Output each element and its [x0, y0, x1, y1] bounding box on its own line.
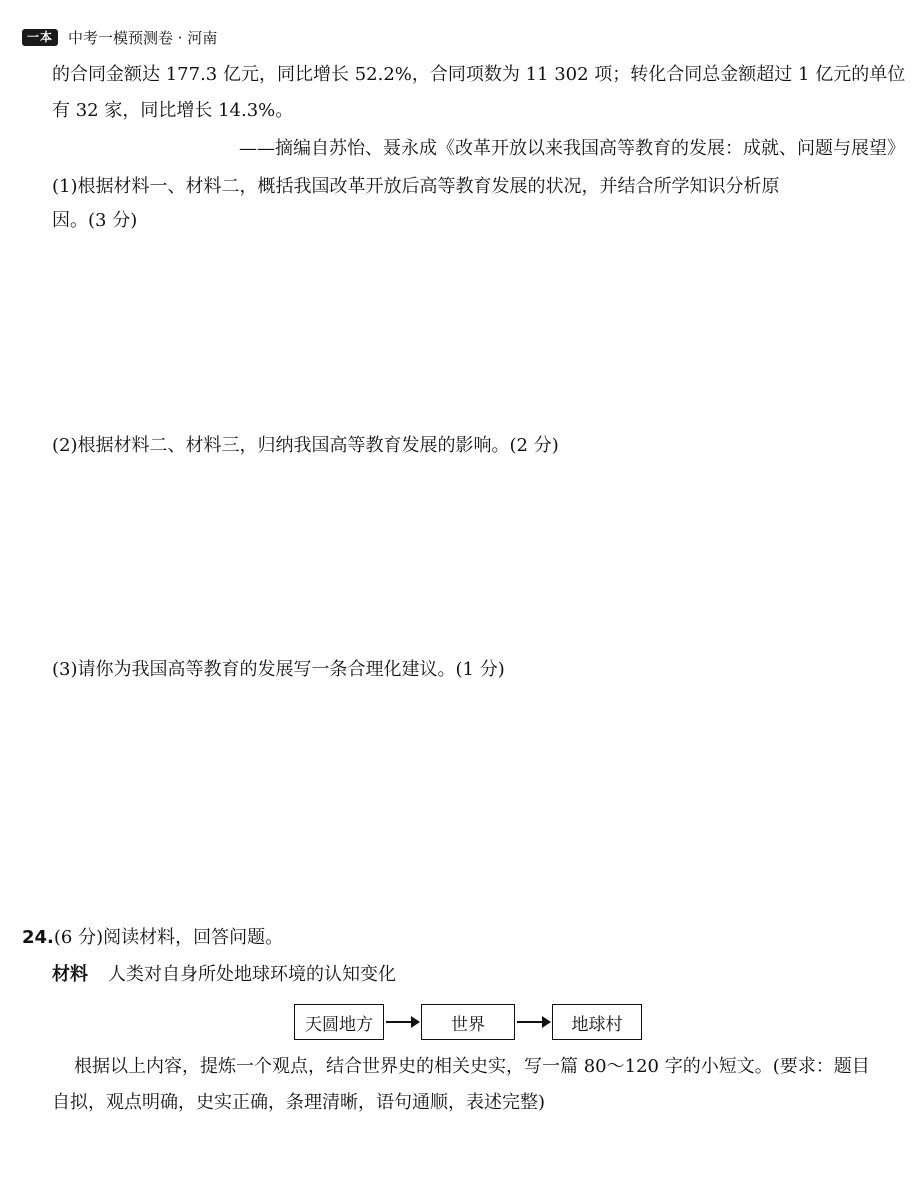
arrow-right-icon — [517, 1021, 549, 1023]
flow-box-2: 世界 — [421, 1004, 515, 1040]
question-number: 24. — [22, 927, 54, 948]
material-source: ——摘编自苏怡、聂永成《改革开放以来我国高等教育的发展：成就、问题与展望》 — [239, 138, 905, 159]
material-line-2: 有 32 家，同比增长 14.3%。 — [52, 100, 294, 121]
material-line-1: 的合同金额达 177.3 亿元，同比增长 52.2%，合同项数为 11 302 项；转化合同总金额超过 1 亿元的单位 — [52, 64, 906, 85]
flow-box-1: 天圆地方 — [294, 1004, 384, 1040]
flow-box-3: 地球村 — [552, 1004, 642, 1040]
prompt-line-2: 自拟，观点明确，史实正确，条理清晰，语句通顺，表述完整) — [52, 1092, 546, 1113]
exam-title: 中考一模预测卷 · 河南 — [68, 28, 218, 47]
question-23-1-line-2: 因。(3 分) — [52, 210, 138, 231]
arrow-right-icon — [386, 1021, 418, 1023]
material-heading — [52, 962, 396, 988]
publisher-logo: 一本 — [22, 29, 58, 46]
material-label: 材料 — [52, 964, 88, 985]
question-23-2: (2)根据材料二、材料三，归纳我国高等教育发展的影响。(2 分) — [52, 435, 559, 456]
question-24-heading — [22, 925, 283, 951]
material-title: 人类对自身所处地球环境的认知变化 — [108, 964, 396, 985]
question-title: (6 分)阅读材料，回答问题。 — [53, 927, 284, 948]
page-header — [22, 26, 217, 48]
question-23-1-line-1: (1)根据材料一、材料二，概括我国改革开放后高等教育发展的状况，并结合所学知识分析原 — [52, 176, 780, 197]
question-23-3: (3)请你为我国高等教育的发展写一条合理化建议。(1 分) — [52, 659, 505, 680]
prompt-line-1: 根据以上内容，提炼一个观点，结合世界史的相关史实，写一篇 80～120 字的小短文。(要求：题目 — [74, 1056, 870, 1077]
